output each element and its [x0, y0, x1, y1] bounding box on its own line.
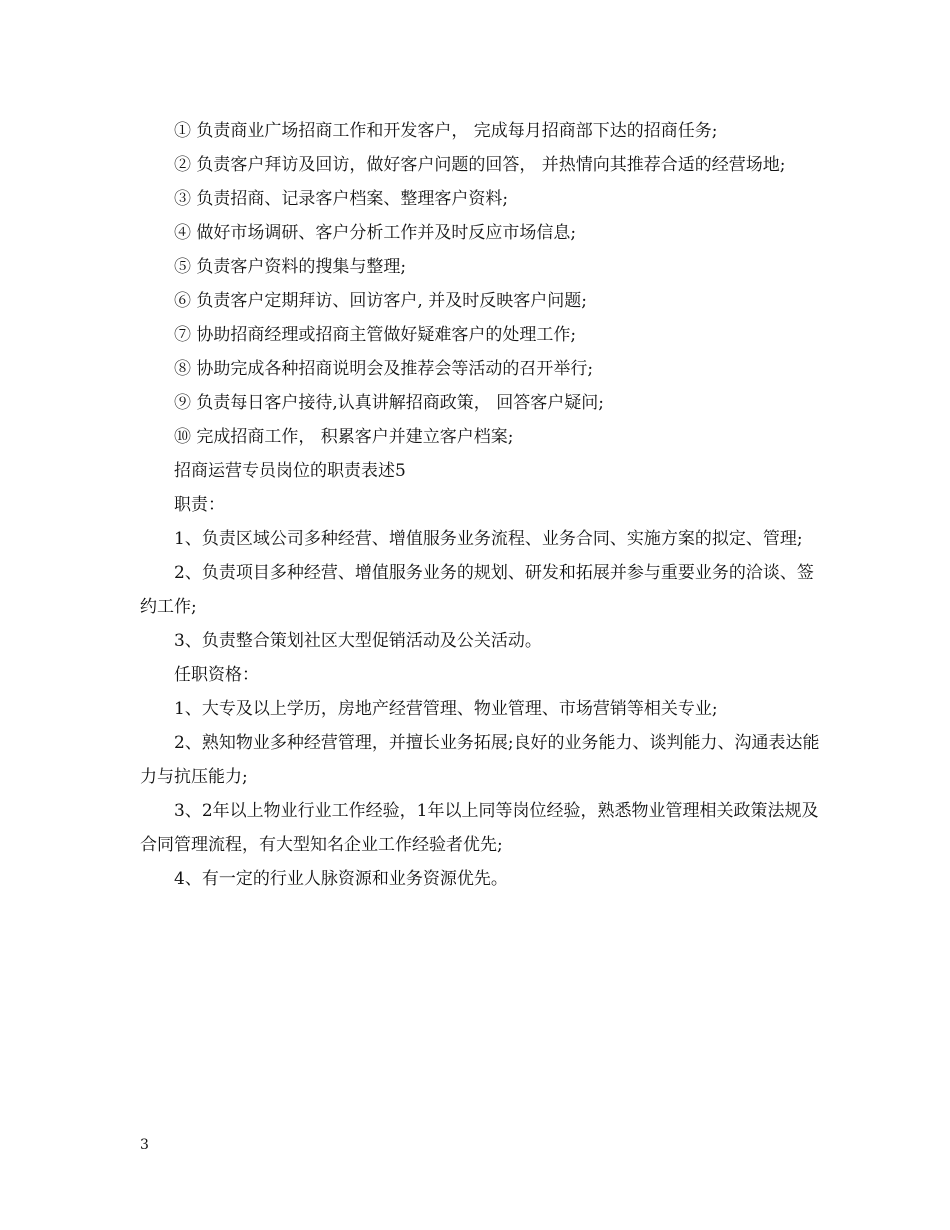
- responsibilities-label: 职责：: [174, 495, 225, 515]
- document-body: [140, 114, 820, 896]
- qualification-1: 1、大专及以上学历，房地产经营管理、物业管理、市场营销等相关专业;: [174, 699, 718, 719]
- section-heading: 招商运营专员岗位的职责表述5: [174, 461, 406, 481]
- qualification-2: 2、熟知物业多种经营管理，并擅长业务拓展;良好的业务能力、谈判能力、沟通表达能力与抗压能力;: [140, 733, 820, 787]
- duty-item-1: ① 负责商业广场招商工作和开发客户， 完成每月招商部下达的招商任务;: [174, 121, 718, 141]
- duty-item-8: ⑧ 协助完成各种招商说明会及推荐会等活动的召开举行;: [174, 359, 594, 379]
- duty-item-2: ② 负责客户拜访及回访，做好客户问题的回答， 并热情向其推荐合适的经营场地;: [174, 155, 786, 175]
- duty-item-9: ⑨ 负责每日客户接待,认真讲解招商政策， 回答客户疑问;: [174, 393, 604, 413]
- qualification-4: 4、有一定的行业人脉资源和业务资源优先。: [174, 869, 508, 889]
- duty-item-4: ④ 做好市场调研、客户分析工作并及时反应市场信息;: [174, 223, 577, 243]
- responsibility-3: 3、负责整合策划社区大型促销活动及公关活动。: [174, 631, 542, 651]
- page-number: 3: [140, 1137, 149, 1153]
- duty-item-6: ⑥ 负责客户定期拜访、回访客户, 并及时反映客户问题;: [174, 291, 587, 311]
- responsibility-2: 2、负责项目多种经营、增值服务业务的规划、研发和拓展并参与重要业务的洽谈、签约工作;: [140, 563, 814, 617]
- duty-item-10: ⑩ 完成招商工作， 积累客户并建立客户档案;: [174, 427, 514, 447]
- qualifications-label: 任职资格：: [174, 665, 259, 685]
- duty-item-7: ⑦ 协助招商经理或招商主管做好疑难客户的处理工作;: [174, 325, 577, 345]
- duty-item-5: ⑤ 负责客户资料的搜集与整理;: [174, 257, 407, 277]
- responsibility-1: 1、负责区域公司多种经营、增值服务业务流程、业务合同、实施方案的拟定、管理;: [174, 529, 803, 549]
- duty-item-3: ③ 负责招商、记录客户档案、整理客户资料;: [174, 189, 509, 209]
- qualification-3: 3、2年以上物业行业工作经验，1年以上同等岗位经验，熟悉物业管理相关政策法规及合同管理流程，有大型知名企业工作经验者优先;: [140, 801, 819, 855]
